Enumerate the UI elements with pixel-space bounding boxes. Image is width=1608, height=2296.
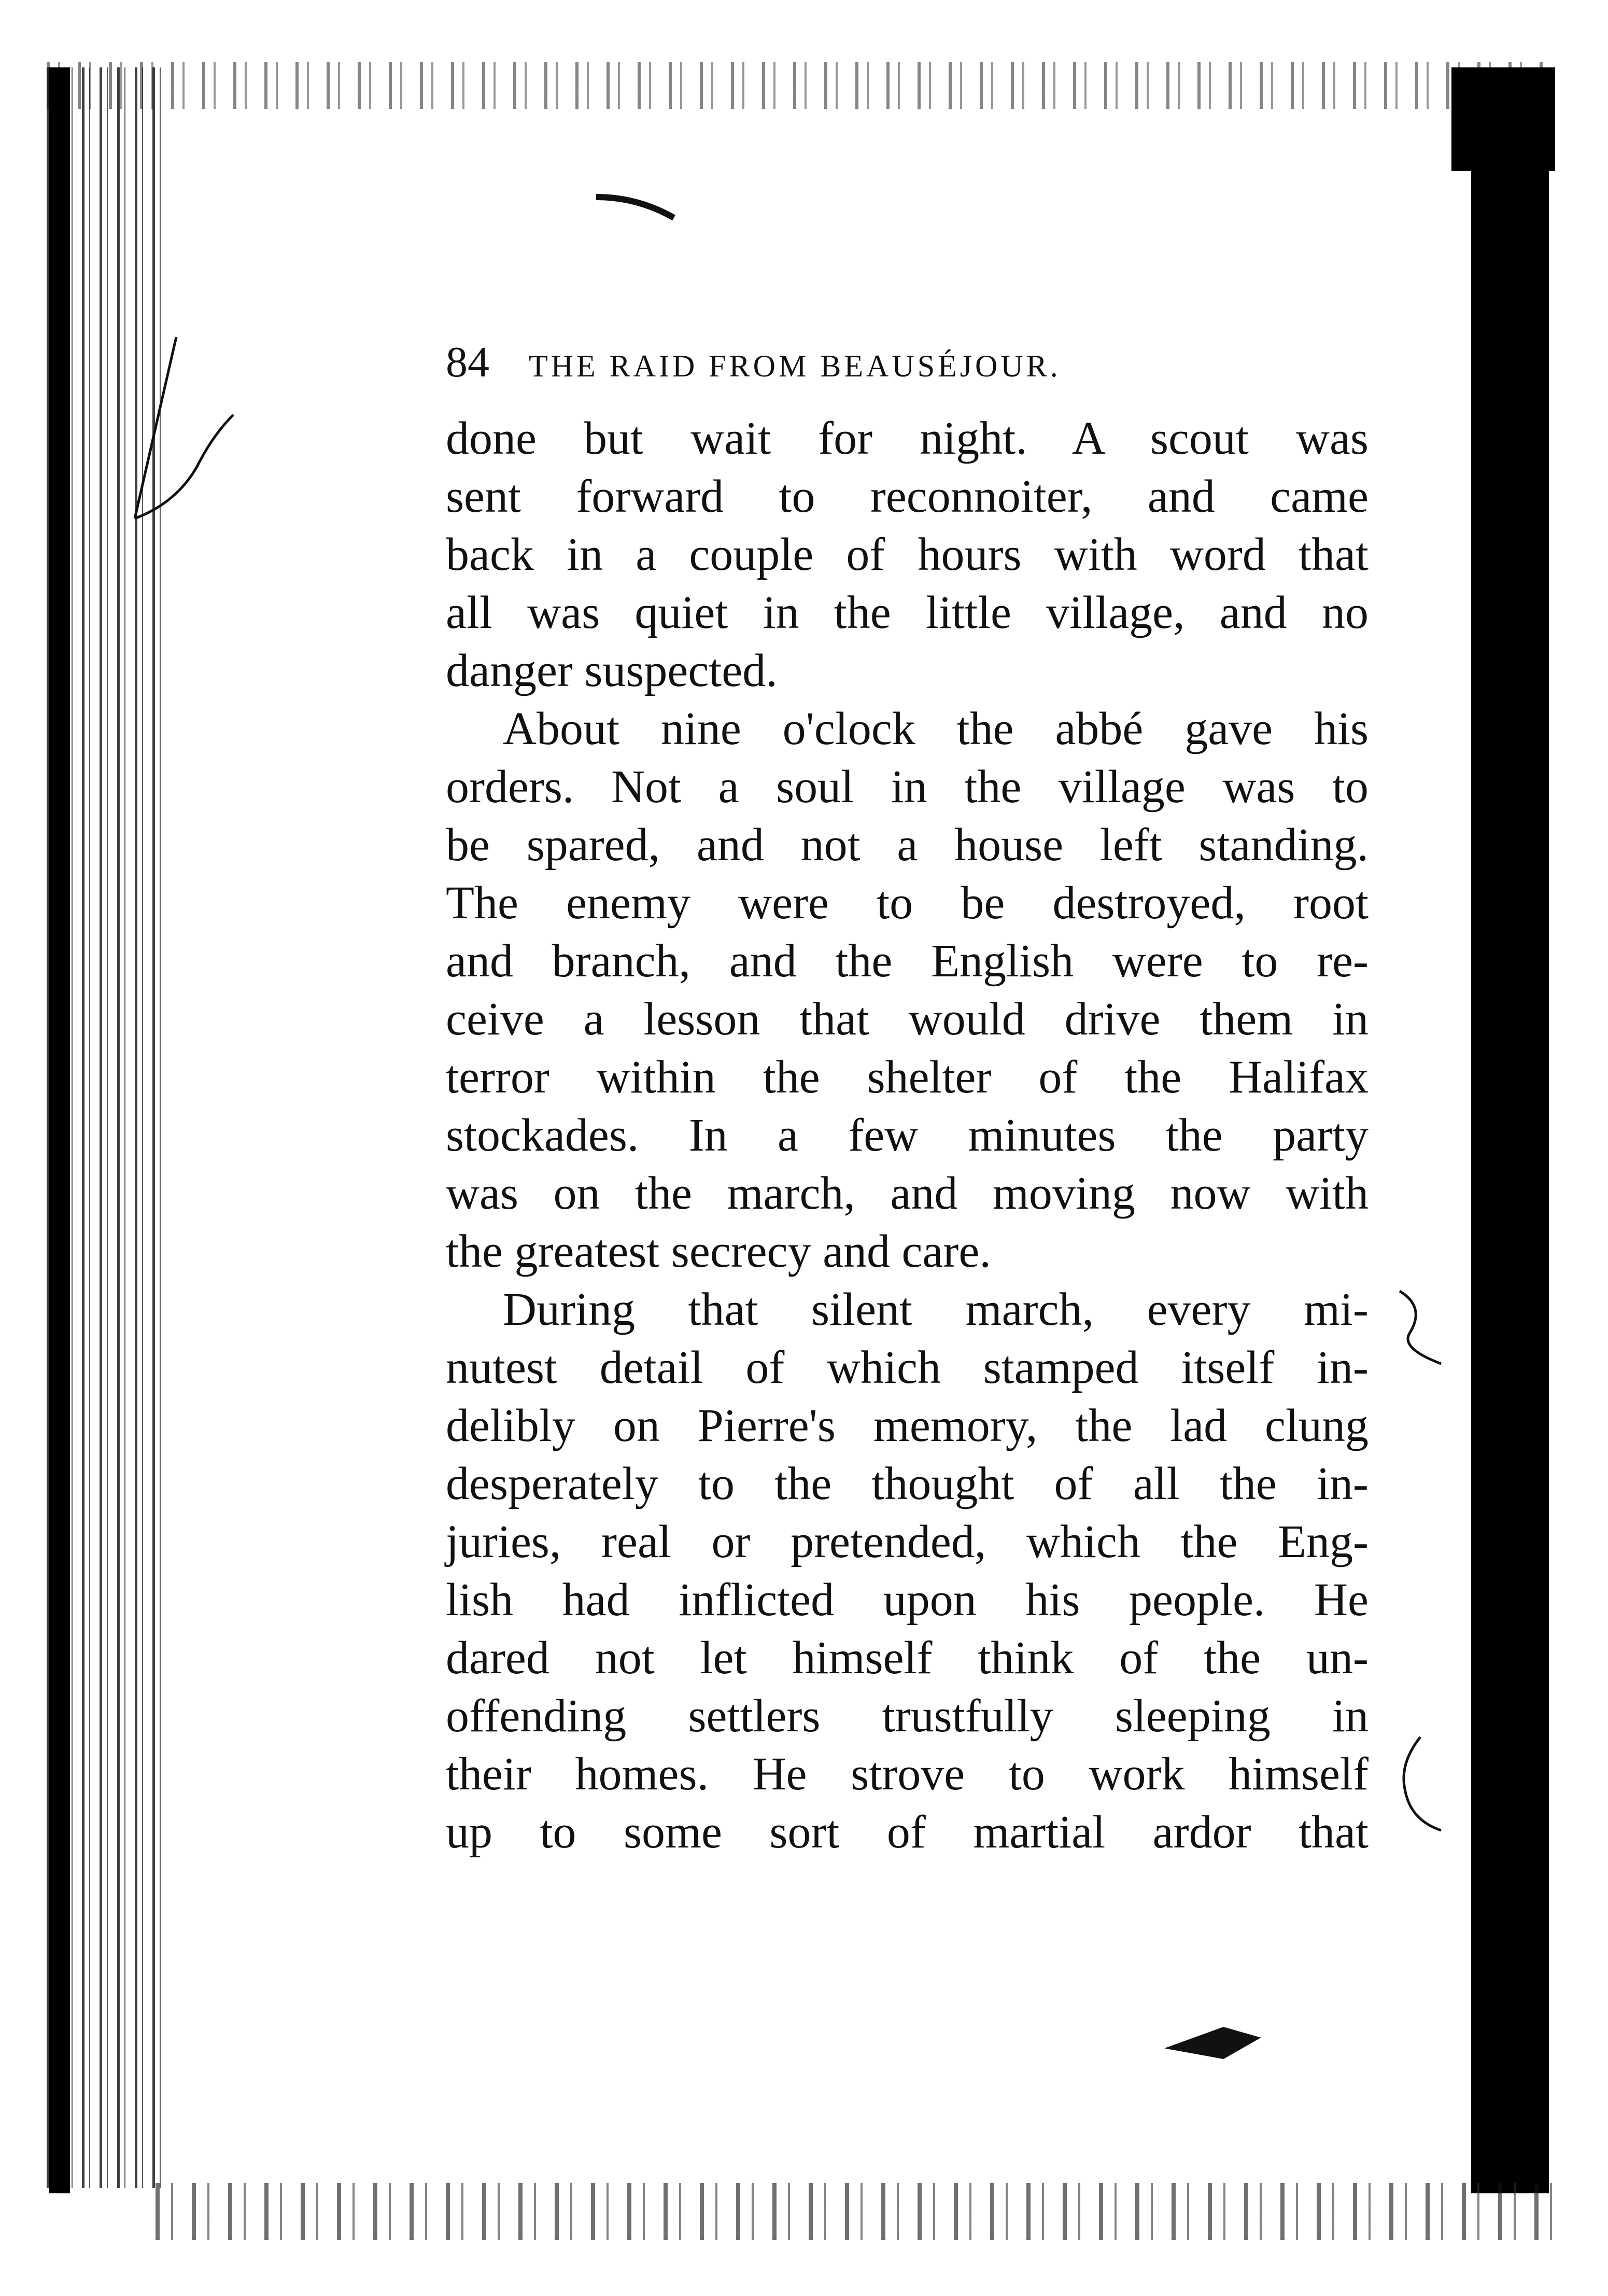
text-line: the greatest secrecy and care. xyxy=(446,1226,991,1277)
margin-pencil-bracket-right-1 xyxy=(1389,1286,1451,1374)
text-line: done but wait for night. A scout was xyxy=(446,413,1369,464)
text-line: dared not let himself think of the un- xyxy=(446,1632,1369,1684)
text-line: delibly on Pierre's memory, the lad clung xyxy=(446,1400,1369,1451)
text-line: be spared, and not a house left standing. xyxy=(446,819,1369,871)
text-line: During that silent march, every mi- xyxy=(503,1284,1369,1335)
scan-top-edge-noise xyxy=(47,62,1550,109)
text-line: About nine o'clock the abbé gave his xyxy=(503,703,1369,754)
running-title: THE RAID FROM BEAUSÉJOUR. xyxy=(529,349,1061,383)
scan-bottom-edge-noise xyxy=(156,2183,1555,2240)
scan-right-edge-shadow xyxy=(1471,67,1549,2193)
text-line: The enemy were to be destroyed, root xyxy=(446,877,1369,929)
text-line: danger suspected. xyxy=(446,645,778,696)
text-line: sent forward to reconnoiter, and came xyxy=(446,471,1369,522)
body-text xyxy=(446,410,1369,1861)
text-line: stockades. In a few minutes the party xyxy=(446,1110,1369,1161)
text-line: offending settlers trustfully sleeping in xyxy=(446,1690,1369,1742)
running-header xyxy=(446,337,1379,387)
text-line: their homes. He strove to work himself xyxy=(446,1748,1369,1800)
text-line: terror within the shelter of the Halifax xyxy=(446,1052,1369,1103)
text-line: and branch, and the English were to re- xyxy=(446,935,1369,987)
text-line: ceive a lesson that would drive them in xyxy=(446,993,1369,1045)
page-number: 84 xyxy=(446,338,489,386)
margin-pencil-mark-left xyxy=(114,332,238,550)
text-line: back in a couple of hours with word that xyxy=(446,529,1369,580)
margin-pencil-bracket-right-2 xyxy=(1389,1732,1451,1836)
text-line: orders. Not a soul in the village was to xyxy=(446,761,1369,813)
ink-blot-bottom xyxy=(1161,2017,1265,2064)
margin-pencil-mark-top xyxy=(591,187,695,228)
text-line: all was quiet in the little village, and no xyxy=(446,587,1369,638)
text-line: desperately to the thought of all the in- xyxy=(446,1458,1369,1509)
text-line: was on the march, and moving now with xyxy=(446,1168,1369,1219)
text-line: juries, real or pretended, which the Eng- xyxy=(446,1516,1369,1567)
text-line: up to some sort of martial ardor that xyxy=(446,1807,1369,1858)
text-line: lish had inflicted upon his people. He xyxy=(446,1574,1369,1626)
text-line: nutest detail of which stamped itself in- xyxy=(446,1342,1369,1393)
scan-left-binding-shadow xyxy=(49,67,70,2193)
